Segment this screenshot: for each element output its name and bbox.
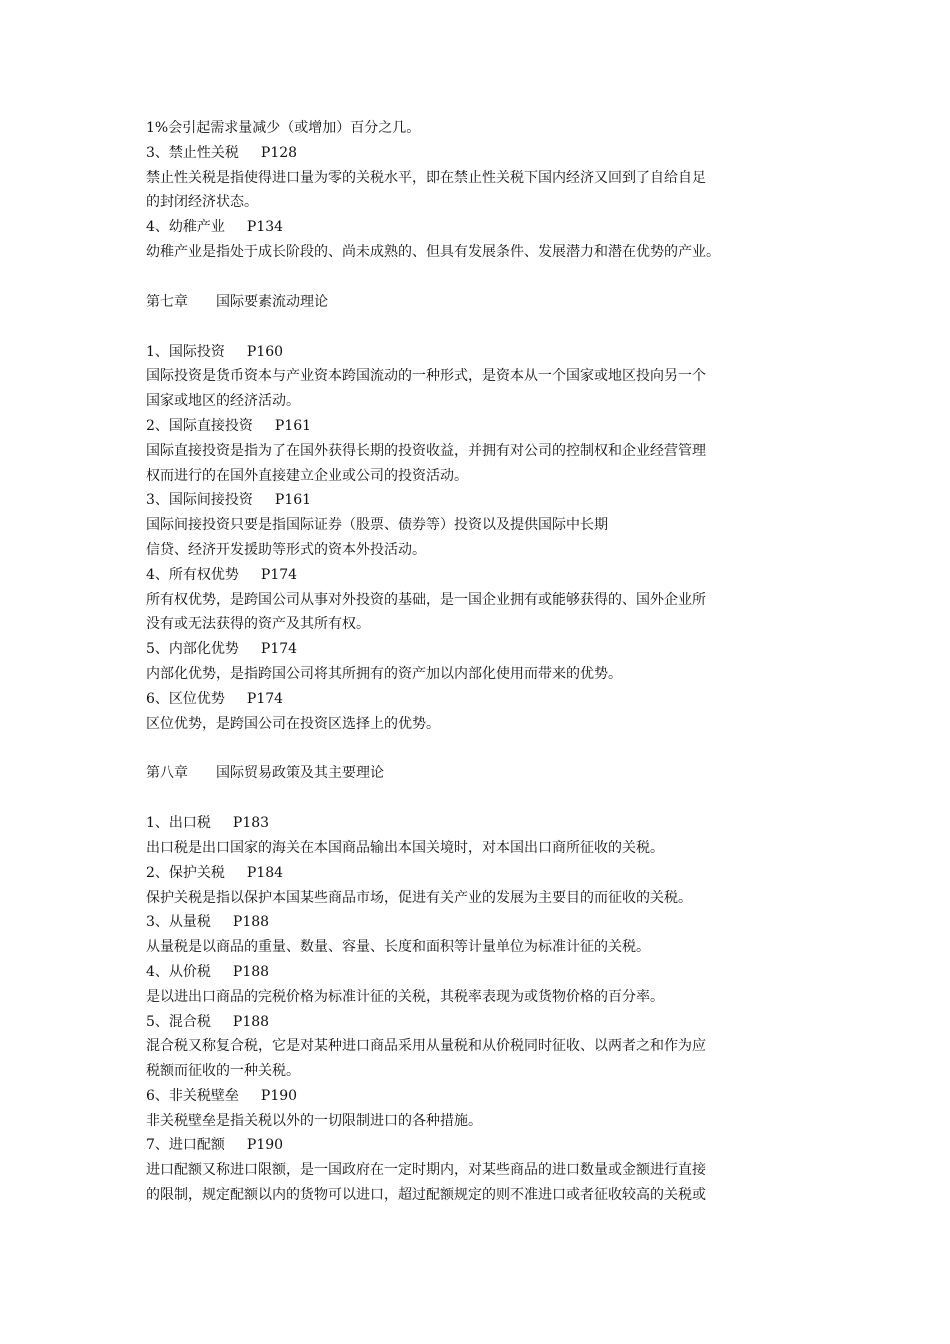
definition-line: 混合税又称复合税，它是对某种进口商品采用从量税和从价税同时征收、以两者之和作为应 — [146, 1038, 706, 1055]
term-item — [146, 687, 826, 737]
section-prev-items — [146, 141, 826, 265]
definition-line: 权而进行的在国外直接建立企业或公司的投资活动。 — [146, 467, 468, 484]
term-heading — [146, 563, 826, 588]
term-item — [146, 414, 826, 488]
term-name: 1、国际投资 — [146, 343, 225, 360]
definition-line: 从量税是以商品的重量、数量、容量、长度和面积等计量单位为标准计征的关税。 — [146, 939, 650, 956]
page-reference: P174 — [246, 690, 284, 707]
term-heading — [146, 141, 826, 166]
page-reference: P184 — [246, 864, 284, 881]
definition-line: 区位优势，是跨国公司在投资区选择上的优势。 — [146, 715, 440, 732]
definition-line: 是以进出口商品的完税价格为标准计征的关税，其税率表现为或货物价格的百分率。 — [146, 988, 664, 1005]
term-item — [146, 637, 826, 687]
definition-line: 没有或无法获得的资产及其所有权。 — [146, 616, 370, 633]
term-heading — [146, 811, 826, 836]
term-item — [146, 141, 826, 215]
definition-line: 非关税壁垒是指关税以外的一切限制进口的各种措施。 — [146, 1112, 482, 1129]
term-heading — [146, 1084, 826, 1109]
term-item — [146, 1084, 826, 1134]
page-reference: P174 — [260, 566, 298, 583]
term-heading — [146, 637, 826, 662]
page-reference: P134 — [246, 219, 284, 236]
term-item — [146, 861, 826, 911]
term-item — [146, 340, 826, 414]
chapter-label: 第八章 — [146, 765, 188, 782]
term-heading — [146, 910, 826, 935]
term-name: 5、混合税 — [146, 1013, 211, 1030]
definition-line: 税额而征收的一种关税。 — [146, 1063, 300, 1080]
term-item — [146, 488, 826, 562]
chapter-label: 第七章 — [146, 293, 188, 310]
term-name: 6、非关税壁垒 — [146, 1087, 239, 1104]
page-reference: P160 — [246, 343, 284, 360]
continued-text: 1%会引起需求量减少（或增加）百分之几。 — [146, 120, 421, 136]
definition-line: 进口配额又称进口限额，是一国政府在一定时期内，对某些商品的进口数量或金额进行直接 — [146, 1162, 706, 1179]
definition-line: 所有权优势，是跨国公司从事对外投资的基础，是一国企业拥有或能够获得的、国外企业所 — [146, 591, 706, 608]
page-reference: P183 — [232, 815, 270, 832]
definition-line: 国际间接投资只要是指国际证券（股票、债券等）投资以及提供国际中长期 — [146, 517, 608, 534]
term-item — [146, 910, 826, 960]
definition-line: 国际投资是货币资本与产业资本跨国流动的一种形式，是资本从一个国家或地区投向另一个 — [146, 368, 706, 385]
term-heading — [146, 340, 826, 365]
term-item — [146, 1133, 826, 1207]
page-reference: P190 — [246, 1137, 284, 1154]
definition-line: 信贷、经济开发援助等形式的资本外投活动。 — [146, 541, 426, 558]
page-reference: P188 — [232, 1013, 270, 1030]
definition-line: 的限制，规定配额以内的货物可以进口，超过配额规定的则不准进口或者征收较高的关税或 — [146, 1187, 706, 1204]
definition-line: 的封闭经济状态。 — [146, 194, 258, 211]
term-heading — [146, 960, 826, 985]
term-heading — [146, 861, 826, 886]
term-name: 4、从价税 — [146, 963, 211, 980]
term-heading — [146, 687, 826, 712]
term-item — [146, 960, 826, 1010]
chapter-heading — [146, 290, 826, 315]
term-heading — [146, 488, 826, 513]
term-name: 7、进口配额 — [146, 1137, 225, 1154]
term-heading — [146, 1133, 826, 1158]
term-item — [146, 563, 826, 637]
term-heading — [146, 1010, 826, 1035]
chapter-heading — [146, 761, 826, 786]
definition-line: 国际直接投资是指为了在国外获得长期的投资收益，并拥有对公司的控制权和企业经营管理 — [146, 442, 706, 459]
term-item — [146, 811, 826, 861]
term-name: 3、从量税 — [146, 914, 211, 931]
page-reference: P174 — [260, 641, 298, 658]
chapter8-items — [146, 811, 826, 1208]
term-name: 3、禁止性关税 — [146, 144, 239, 161]
term-name: 4、幼稚产业 — [146, 219, 225, 236]
definition-line: 禁止性关税是指使得进口量为零的关税水平，即在禁止性关税下国内经济又回到了自给自足 — [146, 169, 706, 186]
term-name: 2、保护关税 — [146, 864, 225, 881]
term-item — [146, 1010, 826, 1084]
page-reference: P128 — [260, 144, 298, 161]
definition-line: 幼稚产业是指处于成长阶段的、尚未成熟的、但具有发展条件、发展潜力和潜在优势的产业。 — [146, 243, 720, 260]
page-reference: P188 — [232, 963, 270, 980]
page-reference: P161 — [274, 417, 312, 434]
term-name: 5、内部化优势 — [146, 641, 239, 658]
term-item — [146, 215, 826, 265]
page-reference: P161 — [274, 492, 312, 509]
definition-line: 出口税是出口国家的海关在本国商品输出本国关境时，对本国出口商所征收的关税。 — [146, 839, 664, 856]
page-reference: P190 — [260, 1087, 298, 1104]
term-name: 2、国际直接投资 — [146, 417, 253, 434]
term-name: 3、国际间接投资 — [146, 492, 253, 509]
term-heading — [146, 414, 826, 439]
definition-line: 国家或地区的经济活动。 — [146, 393, 300, 410]
document-page — [146, 116, 826, 1208]
chapter-title: 国际要素流动理论 — [216, 293, 328, 310]
page-reference: P188 — [232, 914, 270, 931]
definition-line: 保护关税是指以保护本国某些商品市场，促进有关产业的发展为主要目的而征收的关税。 — [146, 889, 692, 906]
chapter7-items — [146, 340, 826, 737]
chapter-title: 国际贸易政策及其主要理论 — [216, 765, 384, 782]
definition-line: 内部化优势，是指跨国公司将其所拥有的资产加以内部化使用而带来的优势。 — [146, 665, 622, 682]
term-name: 6、区位优势 — [146, 690, 225, 707]
term-name: 1、出口税 — [146, 815, 211, 832]
term-heading — [146, 215, 826, 240]
term-name: 4、所有权优势 — [146, 566, 239, 583]
